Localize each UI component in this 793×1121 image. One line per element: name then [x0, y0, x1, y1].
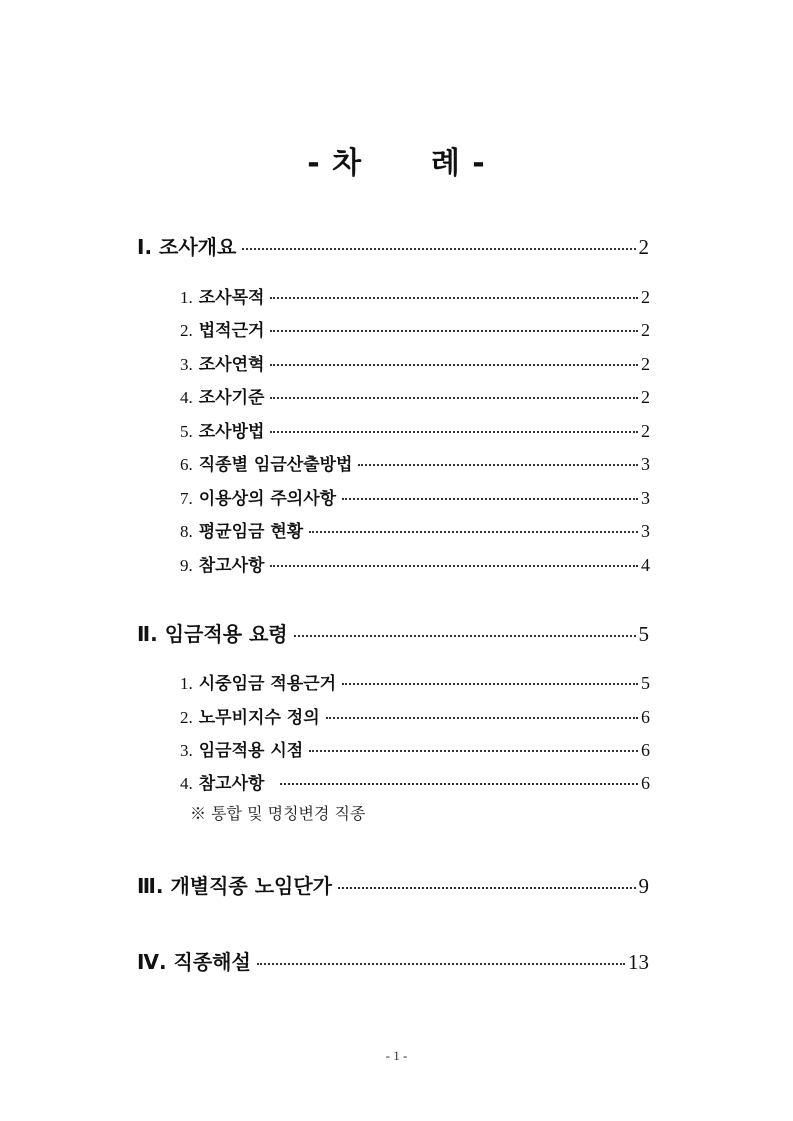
dot-leader [280, 783, 638, 785]
toc-item-1-6[interactable] [180, 450, 650, 475]
toc-item-1-2[interactable] [180, 316, 650, 341]
toc-item-number: 2. [180, 321, 193, 340]
toc-page-number: 5 [638, 622, 649, 646]
toc-page-number: 9 [638, 874, 649, 898]
dot-leader [270, 297, 638, 299]
toc-page-number: 6 [641, 707, 650, 727]
dot-leader [342, 683, 638, 685]
toc-item-1-5[interactable] [180, 417, 650, 442]
toc-page-number: 6 [641, 773, 650, 793]
toc-page-number: 5 [641, 673, 650, 693]
toc-item-2-1[interactable] [180, 669, 650, 694]
toc-section-label: Ⅰ. 조사개요 [137, 235, 237, 259]
dot-leader [270, 565, 638, 567]
toc-item-number: 9. [180, 556, 193, 575]
dot-leader [294, 635, 636, 637]
toc-page-number: 2 [641, 320, 650, 340]
toc-page-number: 3 [641, 521, 650, 541]
toc-item-1-8[interactable] [180, 517, 650, 542]
toc-item-1-4[interactable] [180, 383, 650, 408]
toc-item-label: 이용상의 주의사항 [198, 489, 337, 509]
toc-item-1-9[interactable] [180, 551, 650, 576]
toc-item-number: 8. [180, 522, 193, 541]
dot-leader [270, 397, 638, 399]
toc-page-number: 3 [641, 488, 650, 508]
toc-item-2-3[interactable] [180, 736, 650, 761]
toc-item-1-7[interactable] [180, 484, 650, 509]
toc-item-label: 조사기준 [198, 388, 265, 408]
toc-page-number: 2 [641, 354, 650, 374]
toc-item-number: 7. [180, 489, 193, 508]
toc-item-label: 조사연혁 [198, 355, 265, 375]
toc-item-label: 조사방법 [198, 422, 265, 442]
toc-section-label: Ⅳ. 직종해설 [137, 950, 251, 974]
toc-item-number: 6. [180, 455, 193, 474]
dot-leader [358, 464, 638, 466]
toc-item-number: 4. [180, 388, 193, 407]
toc-item-label: 참고사항 [198, 556, 265, 576]
toc-section-label: Ⅲ. 개별직종 노임단가 [137, 874, 332, 898]
toc-item-number: 4. [180, 774, 193, 793]
dot-leader [270, 364, 638, 366]
dot-leader [342, 498, 638, 500]
toc-section-2[interactable] [137, 618, 649, 647]
toc-page-number: 2 [641, 287, 650, 307]
dot-leader [309, 531, 638, 533]
toc-item-label: 평균임금 현황 [198, 522, 304, 542]
toc-page-number: 13 [628, 950, 649, 974]
toc-section-label: Ⅱ. 임금적용 요령 [137, 622, 288, 646]
toc-page-number: 4 [641, 555, 650, 575]
toc-item-number: 2. [180, 708, 193, 727]
toc-item-2-2[interactable] [180, 703, 650, 728]
toc-item-1-3[interactable] [180, 350, 650, 375]
page-number: - 1 - [385, 1048, 408, 1063]
dot-leader [270, 431, 638, 433]
toc-section-1[interactable] [137, 231, 649, 260]
toc-page-number: 2 [641, 421, 650, 441]
toc-page-number: 2 [641, 387, 650, 407]
toc-item-number: 1. [180, 288, 193, 307]
dot-leader [257, 963, 625, 965]
toc-page-number: 6 [641, 740, 650, 760]
toc-item-label: 법적근거 [198, 321, 265, 341]
toc-item-number: 3. [180, 355, 193, 374]
toc-note: ※ 통합 및 명칭변경 직종 [190, 804, 366, 823]
toc-item-label: 참고사항 [198, 774, 265, 794]
toc-section-4[interactable] [137, 946, 649, 975]
toc-item-number: 3. [180, 741, 193, 760]
page-title: - 차 례 - [307, 146, 486, 181]
toc-page-number: 2 [638, 235, 649, 259]
dot-leader [309, 750, 638, 752]
toc-item-label: 임금적용 시점 [198, 741, 304, 761]
toc-item-label: 노무비지수 정의 [198, 708, 320, 728]
toc-item-number: 5. [180, 422, 193, 441]
toc-item-2-4[interactable] [180, 769, 650, 794]
dot-leader [338, 887, 636, 889]
toc-item-label: 조사목적 [198, 288, 265, 308]
toc-item-1-1[interactable] [180, 283, 650, 308]
toc-section-3[interactable] [137, 870, 649, 899]
dot-leader [270, 330, 638, 332]
toc-page-number: 3 [641, 454, 650, 474]
toc-item-label: 직종별 임금산출방법 [198, 455, 353, 475]
toc-item-number: 1. [180, 674, 193, 693]
dot-leader [326, 717, 638, 719]
dot-leader [242, 248, 635, 250]
toc-item-label: 시중임금 적용근거 [198, 674, 337, 694]
